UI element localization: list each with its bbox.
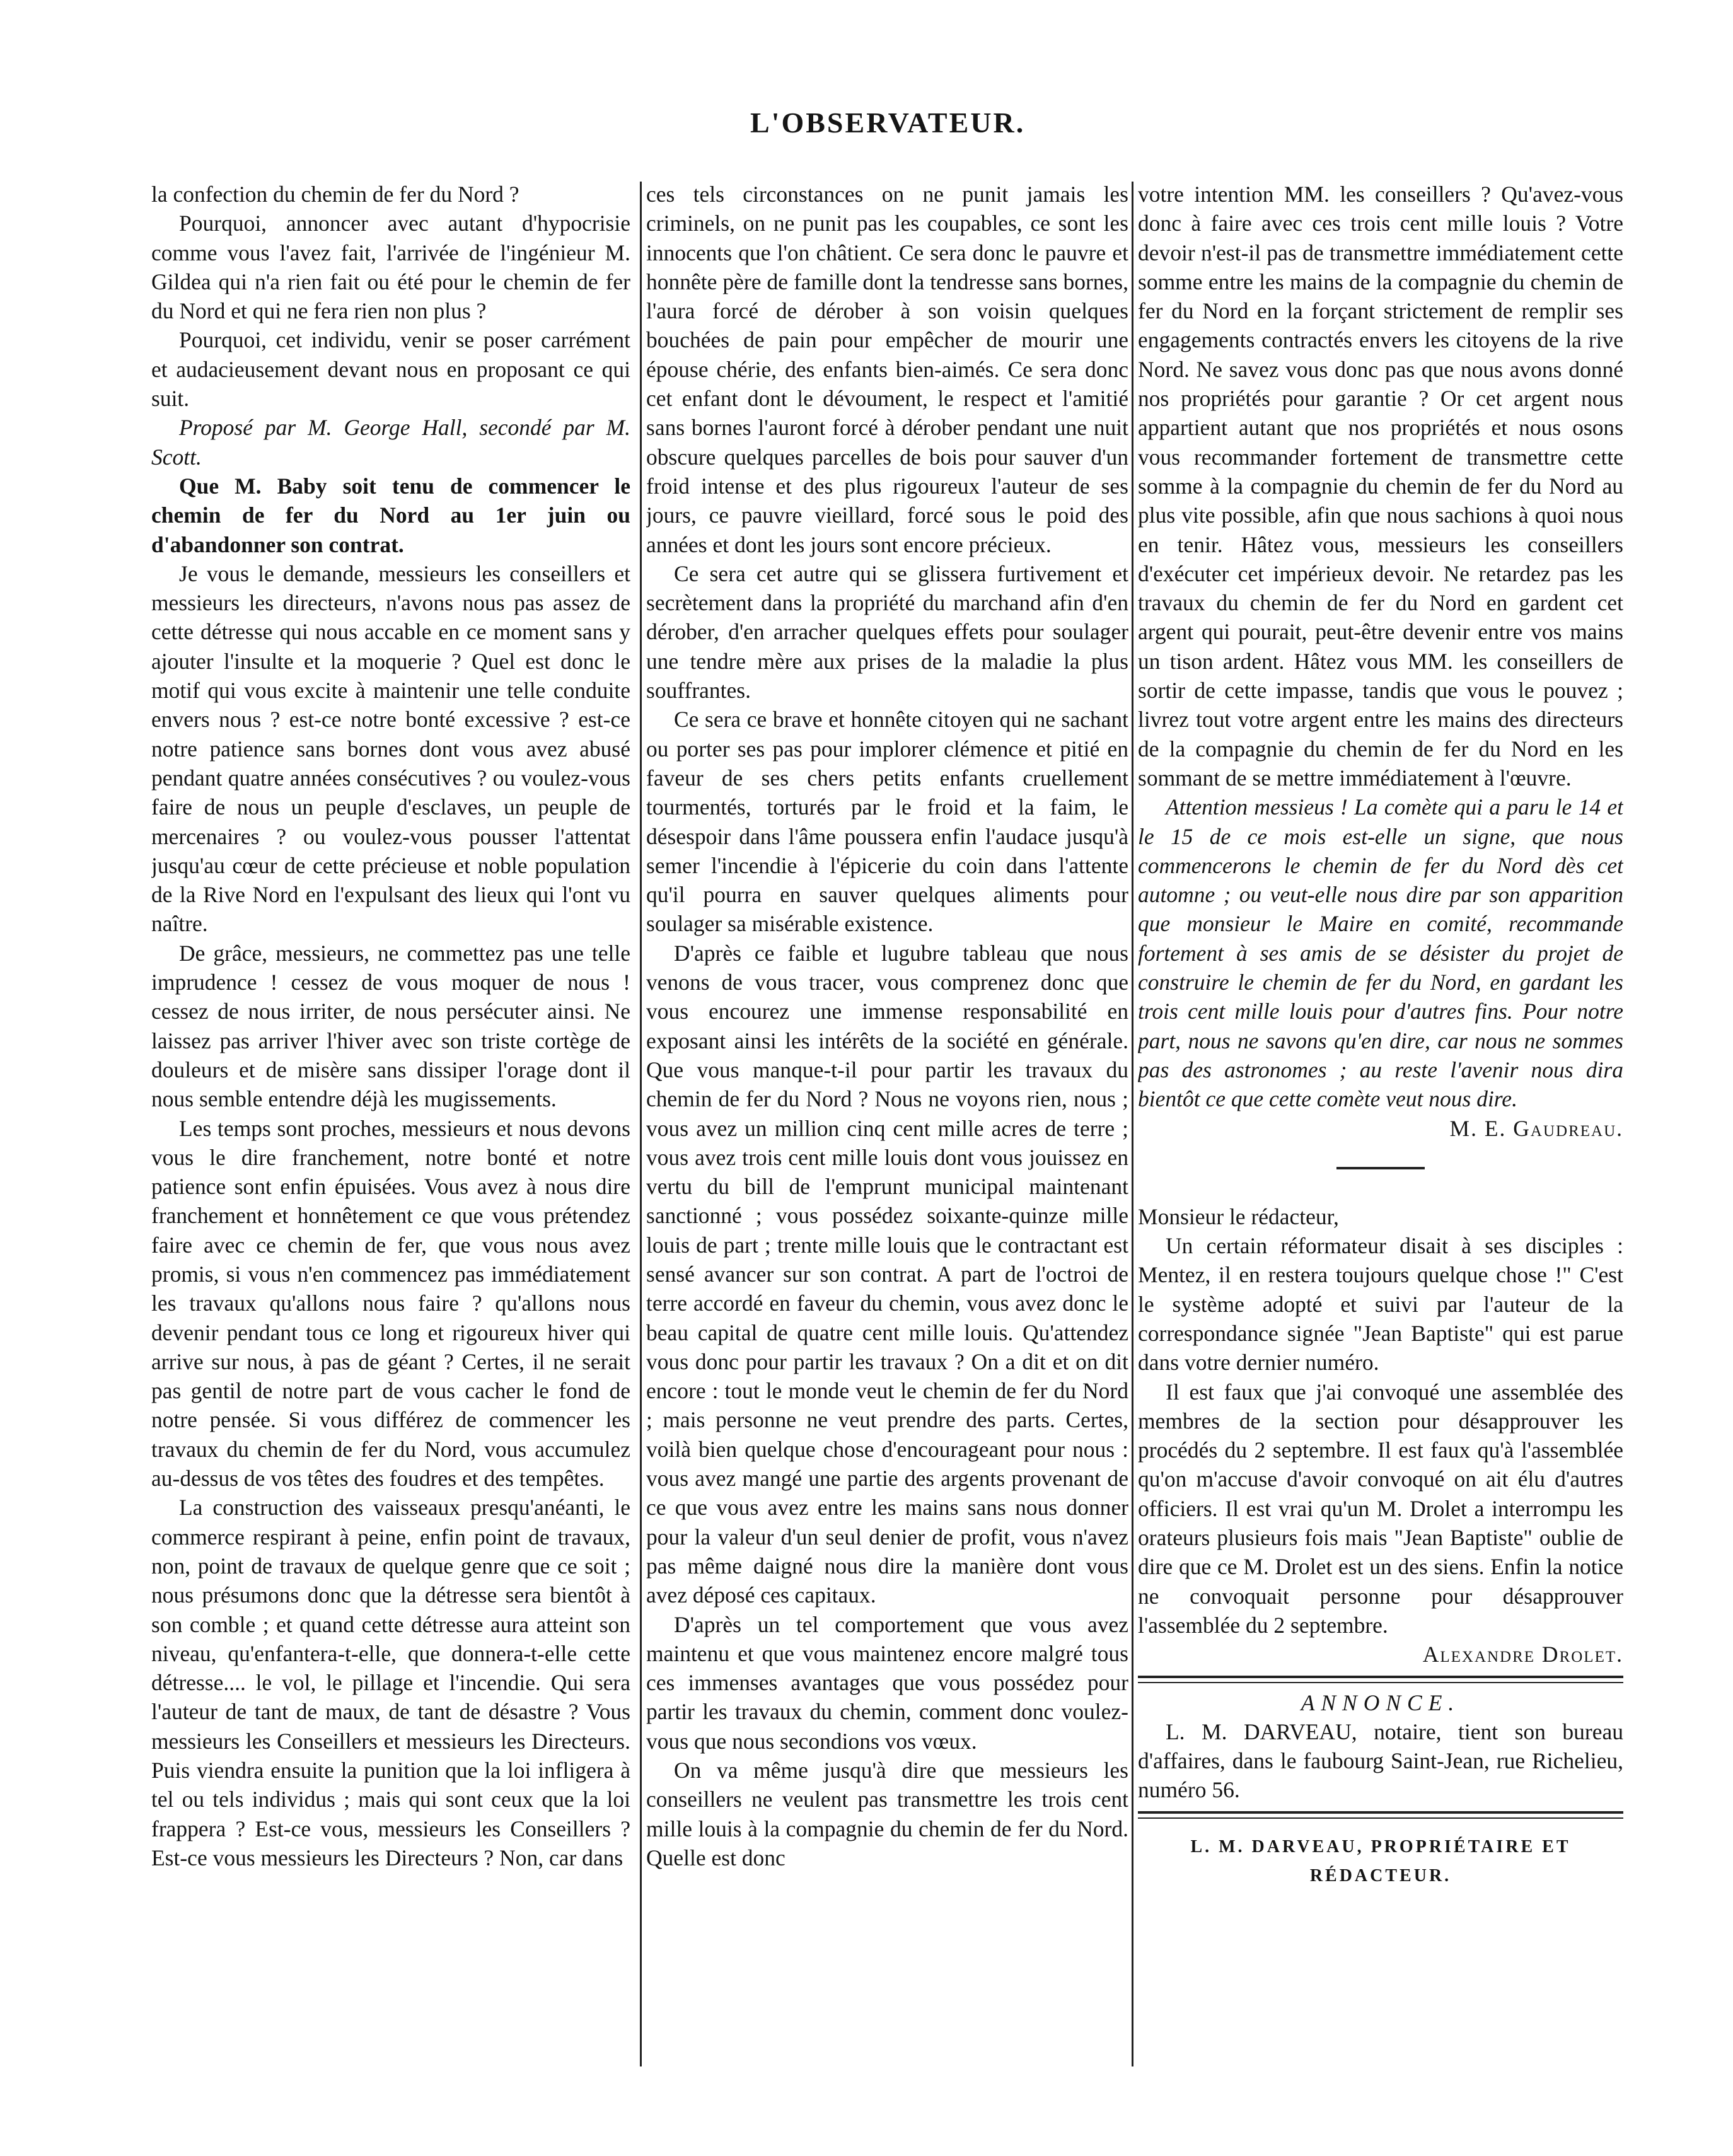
paragraph: la confection du chemin de fer du Nord ?	[151, 182, 519, 207]
paragraph: Ce sera cet autre qui se glissera furtivement et secrètement dans la propriété du marchand afin d'en dérober, d'en arracher quelques effets pour soulager une tendre mère aux prises de la maladie la plus souffrantes.	[646, 560, 1128, 704]
paragraph: D'après un tel comportement que vous avez maintenu et que vous maintenez encore malgré tous ces immenses avantages que vous possédez pour partir les travaux du chemin, comment donc voulez-vous que nous secondions vos vœux.	[646, 1611, 1128, 1754]
paragraph: On va même jusqu'à dire que messieurs les conseillers ne veulent pas transmettre les trois cent mille louis à la compagnie du chemin de fer du Nord. Quelle est donc	[646, 1758, 1128, 1870]
paragraph: votre intention MM. les conseillers ? Qu'avez-vous donc à faire avec ces trois cent mille louis ? Votre devoir n'est-il pas de transmettre immédiatement cette somme entre les mains de la compagnie du chemin de fer du Nord en la forçant strictement de remplir ses engagements contractés envers les citoyens de la rive Nord. Ne savez vous donc pas que nous avons donné nos propriétés pour garantie ? Or cet argent nous appartient autant que nos propriétés et nous osons vous recommander fortement de transmettre cette somme à la compagnie du chemin de fer du Nord au plus vite possible, afin que nous sachions à quoi nous en tenir. Hâtez vous, messieurs les conseillers d'exécuter cet impérieux devoir. Ne retardez pas les travaux du chemin de fer du Nord en gardent cet argent qui pourait, peut-être devenir entre vos mains un tison ardent. Hâtez vous MM. les conseillers de sortir de cette impasse, tandis que vous le pouvez ; livrez tout votre argent entre les mains des directeurs de la compagnie du chemin de fer du Nord en les sommant de se mettre immédiatement à l'œuvre.	[1138, 182, 1623, 791]
section-divider	[1336, 1167, 1425, 1169]
paragraph: Que M. Baby soit tenu de commencer le chemin de fer du Nord au 1er juin ou d'abandonner son contrat.	[151, 473, 630, 557]
paragraph: Pourquoi, cet individu, venir se poser carrément et audacieusement devant nous en proposant ce qui suit.	[151, 327, 630, 412]
signature: M. E. Gaudreau.	[1449, 1115, 1623, 1141]
column-rule-1	[640, 182, 642, 2066]
column-1	[151, 180, 630, 2071]
paragraph: Ce sera ce brave et honnête citoyen qui ne sachant ou porter ses pas pour implorer clémence et pitié en faveur de ses chers petits enfants cruellement tourmentés, torturés par le froid et la faim, le désespoir dans l'âme poussera enfin l'audace jusqu'à semer l'incendie à l'épicerie du coin dans l'attente qu'il pourra en sauver quelques aliments pour soulager sa misérable existence.	[646, 707, 1128, 937]
paragraph: Un certain réformateur disait à ses disciples : Mentez, il en restera toujours quelque chose !" C'est le système adopté et suivi par l'auteur de la correspondance signée "Jean Baptiste" qui est parue dans votre dernier numéro.	[1138, 1233, 1623, 1376]
paragraph: Je vous le demande, messieurs les conseillers et messieurs les directeurs, n'avons nous pas assez de cette détresse qui nous accable en ce moment sans y ajouter l'insulte et la moquerie ? Quel est donc le motif qui vous excite à maintenir une telle conduite envers nous ? est-ce notre bonté excessive ? est-ce notre patience sans bornes dont vous avez abusé pendant quatre années consécutives ? ou voulez-vous faire de nous un peuple d'esclaves, un peuple de mercenaires ? ou voulez-vous pousser l'attentat jusqu'au cœur de cette précieuse et noble population de la Rive Nord en l'expulsant des lieux qui l'ont vu naître.	[151, 560, 630, 937]
double-rule	[1138, 1811, 1623, 1819]
column-2	[646, 180, 1128, 2071]
paragraph: De grâce, messieurs, ne commettez pas une telle imprudence ! cessez de vous moquer de nous ! cessez de nous irriter, de nous persécuter ainsi. Ne laissez pas arriver l'hiver avec son triste cortège de douleurs et de misère sans dissiper l'orage dont il nous semble entendre déjà les mugissements.	[151, 940, 630, 1112]
column-rule-2	[1132, 182, 1133, 2066]
announcement-title: ANNONCE.	[1301, 1689, 1461, 1715]
publisher-footer: L. M. DARVEAU, PROPRIÉTAIRE ET RÉDACTEUR.	[1190, 1836, 1571, 1886]
paragraph: Proposé par M. George Hall, secondé par M. Scott.	[151, 415, 630, 470]
paragraph: Les temps sont proches, messieurs et nous devons vous le dire franchement, notre bonté et notre patience sont enfin épuisées. Vous avez à nous dire franchement et honnêtement ce que vous prétendez faire avec ce chemin de fer, que vous nous avez promis, si vous n'en commencez pas immédiatement les travaux qu'allons nous faire ? qu'allons nous devenir pendant tous ce long et rigoureux hiver qui arrive sur nous, à pas de géant ? Certes, il ne serait pas gentil de notre part de vous cacher le fond de notre pensée. Si vous différez de commencer les travaux du chemin de fer du Nord, vous accumulez au-dessus de vos têtes des foudres et des tempêtes.	[151, 1115, 630, 1492]
paragraph: Pourquoi, annoncer avec autant d'hypocrisie comme vous l'avez fait, l'arrivée de l'ingénieur M. Gildea qui n'a rien fait ou été pour le chemin de fer du Nord et qui ne fera rien non plus ?	[151, 211, 630, 324]
paragraph: Attention messieus ! La comète qui a paru le 14 et le 15 de ce mois est-elle un signe, que nous commencerons le chemin de fer du Nord dès cet automne ; ou veut-elle nous dire par son apparition que monsieur le Maire en comité, recommande fortement à ses amis de se désister du projet de construire le chemin de fer du Nord, en gardant les trois cent mille louis pour d'autres fins. Pour notre part, nous ne savons qu'en dire, car nous ne sommes pas des astronomes ; au reste l'avenir nous dira bientôt ce que cette comète veut nous dire.	[1138, 794, 1623, 1112]
paragraph: La construction des vaisseaux presqu'anéanti, le commerce respirant à peine, enfin point de travaux, non, point de travaux de quelque genre que ce soit ; nous présumons donc que la détresse sera bientôt à son comble ; et quand cette détresse aura atteint son niveau, qu'enfantera-t-elle, que donnera-t-elle cette détresse.... le vol, le pillage et l'incendie. Qui sera l'auteur de tant de maux, de tant de désastre ? Vous messieurs les Conseillers et messieurs les Directeurs. Puis viendra ensuite la punition que la loi infligera à tel ou tels individus ; mais qui sont ceux que la loi frappera ? Est-ce vous, messieurs les Conseillers ? Est-ce vous messieurs les Directeurs ? Non, car dans	[151, 1495, 630, 1870]
double-rule	[1138, 1676, 1623, 1683]
signature: Alexandre Drolet.	[1422, 1642, 1623, 1667]
paragraph: ces tels circonstances on ne punit jamais les criminels, on ne punit pas les coupables, ce sont les innocents que l'on châtient. Ce sera donc le pauvre et honnête père de famille dont la tendresse sans bornes, l'aura forcé de dérober à son voisin quelques bouchées de pain pour empêcher de mourir une épouse chérie, des enfants bien-aimés. Ce sera donc cet enfant dont le dévoument, le respect et l'amitié sans bornes l'auront forcé à dérober pendant une nuit obscure quelques parcelles de bois pour sauver d'un froid intense et des plus rigoureux l'auteur de ses jours, ce pauvre vieillard, forcé sous le poid des années et dont les jours sont encore précieux.	[646, 182, 1128, 557]
paragraph: D'après ce faible et lugubre tableau que nous venons de vous tracer, vous comprenez donc que vous encourez une immense responsabilité en exposant ainsi les intérêts de la société en générale. Que vous manque-t-il pour partir les travaux du chemin de fer du Nord ? Nous ne voyons rien, nous ; vous avez un million cinq cent mille acres de terre ; vous avez trois cent mille louis dont vous jouissez en vertu du bill de l'emprunt municipal maintenant sanctionné ; vous possédez soixante-quinze mille louis de part ; trente mille louis que le contractant est sensé avancer sur son contrat. A part de l'octroi de terre accordé en faveur du chemin, vous avez donc le beau capital de quatre cent mille louis. Qu'attendez vous donc pour partir les travaux ? On a dit et on dit encore : tout le monde veut le chemin de fer du Nord ; mais personne ne veut prendre des parts. Certes, voilà bien quelque chose d'encourageant pour nous : vous avez mangé une partie des argents provenant de ce que vous avez entre les mains sans nous donner pour la valeur d'un seul denier de profit, vous n'avez pas même daigné nous dire la manière dont vous avez déposé ces capitaux.	[646, 940, 1128, 1608]
salutation: Monsieur le rédacteur,	[1138, 1203, 1339, 1229]
paragraph: Il est faux que j'ai convoqué une assemblée des membres de la section pour désapprouver les procédés du 2 septembre. Il est faux qu'à l'assemblée qu'on m'accuse d'avoir convoqué on ait élu d'autres officiers. Il est vrai qu'un M. Drolet a interrompu les orateurs plusieurs fois mais "Jean Baptiste" oublie de dire que ce M. Drolet est un des siens. Enfin la notice ne convoquait personne pour désapprouver l'assemblée du 2 septembre.	[1138, 1379, 1623, 1638]
masthead-title: L'OBSERVATEUR.	[750, 107, 1026, 139]
announcement-text: L. M. DARVEAU, notaire, tient son bureau d'affaires, dans le faubourg Saint-Jean, rue Richelieu, numéro 56.	[1138, 1718, 1623, 1803]
column-3	[1138, 180, 1623, 2071]
